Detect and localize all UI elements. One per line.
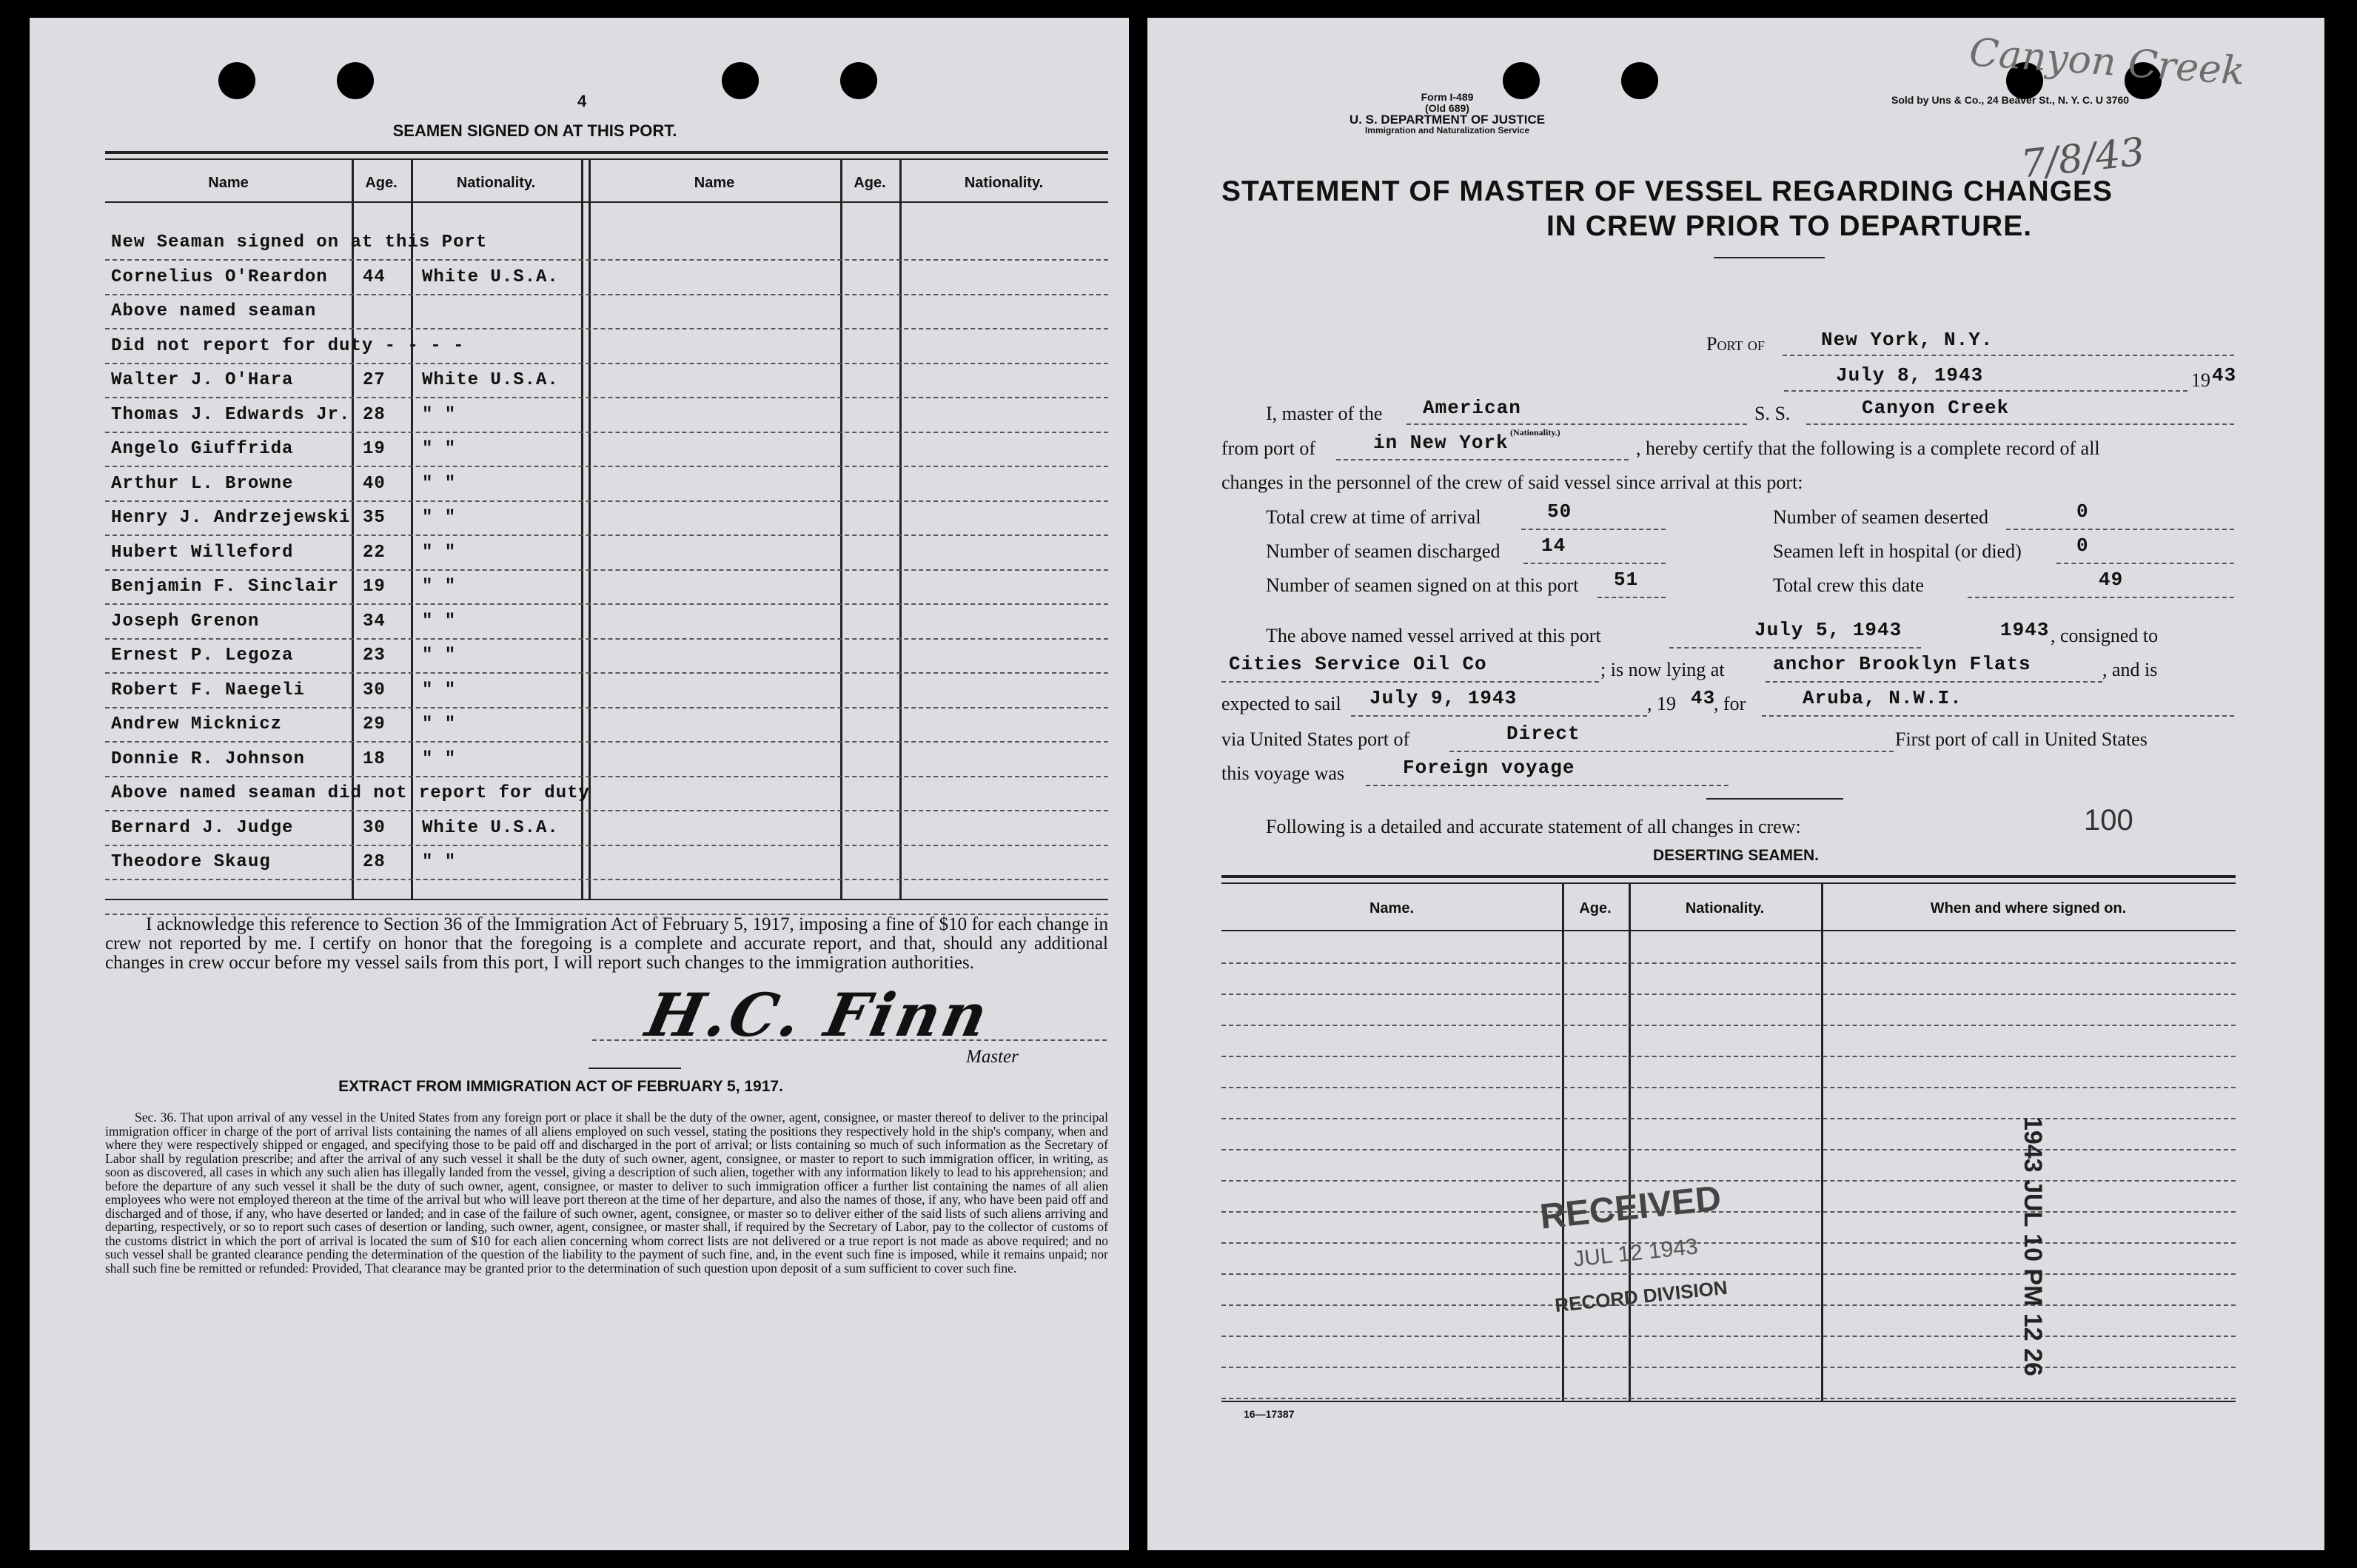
table-row [30,852,1129,882]
received-stamp-date: JUL 12 1943 [1572,1234,1700,1272]
row-line [1221,1336,2236,1337]
ss-label: S. S. [1754,403,1791,424]
table-top-rule-inner [105,158,1108,160]
destination-value: Aruba, N.W.I. [1803,687,1962,709]
sail-value: July 9, 1943 [1369,687,1518,709]
seaman-name: Above named seaman did not report for duty [111,783,590,803]
table-row [30,646,1129,675]
fill-line [1523,563,1666,564]
table-row [30,612,1129,641]
sail-year: 43 [1691,687,1716,709]
time-stamp-vertical: 1943 JUL 10 PM 12 26 [2018,1116,2047,1376]
col-header-nationality: Nationality. [456,175,536,191]
table-row [30,543,1129,572]
department-name: U. S. DEPARTMENT OF JUSTICE [1349,113,1546,127]
discharged-label: Number of seamen discharged [1266,540,1501,562]
title-line-2: IN CREW PRIOR TO DEPARTURE. [1546,210,2033,242]
seaman-name: Donnie R. Johnson [111,748,305,769]
master-signature: H.C. Finn [640,980,996,1050]
form-number: Form I-489 [1421,91,1474,103]
table-row [30,577,1129,606]
signature-label: Master [966,1047,1019,1067]
seaman-age: 18 [363,748,386,769]
table-row [30,370,1129,400]
lying-label: ; is now lying at [1600,659,1725,680]
col-header-age: Age. [1579,900,1612,917]
punch-hole [1621,62,1658,99]
column-divider [1821,882,1823,1401]
table-bottom-rule [105,899,1108,900]
voyage-value: Foreign voyage [1403,757,1575,779]
extract-text: Sec. 36. That upon arrival of any vessel in the United States from any foreign port or place it shall be the duty of the owner, agent, consignee, or master thereof to deliver to the principal immigration officer in charge of the port of arrival lists containing the names of all aliens employed on such vessel, stating the positions they respectively hold in the ship's company, when and where they were respectively shipped or engaged, and specifying those to be paid off and discharged in the port of arrival; or lists containing so much of such information as the Secretary of Labor shall by regulation prescribe; and after the arrival of any such vessel it shall be the duty of such owner, agent, consignee, or master to report to such immigration officer, in writing, as soon as discovered, all cases in which any such alien has illegally landed from the vessel, giving a description of such alien, together with any information likely to lead to his apprehension; and before the departure of any such vessel it shall be the duty of such owner, agent, consignee, or master to deliver to such immigration officer a further list containing the names of all alien employees who were not employed thereon at the time of the arrival but who will leave port thereon at the time of her departure, and also the names of those, if any, who have been paid off and discharged and of those, if any, who have deserted or landed; and in case of the failure of such owner, agent, consignee, or master so to deliver either of the said lists of such aliens arriving and departing, respectively, or so to report such cases of desertion or landing, such owner, agent, consignee, or master shall, if required by the Secretary of Labor, pay to the collector of customs of the customs district in which the port of arrival is located the sum of $10 for each alien concerning whom correct lists are not delivered or a true report is not made as above required; and no such vessel shall be granted clearance pending the determination of the question of the liability to the payment of such fine, and, in the event such fine is imposed, while it remains unpaid; nor shall such fine be remitted or refunded: Provided, That clearance may be granted prior to the determination of such question upon deposit of a sum sufficient to cover such fine. [105,1110,1108,1276]
from-port-value: in New York [1373,432,1509,454]
seaman-name: Ernest P. Legoza [111,646,294,666]
nationality-caption: (Nationality.) [1510,427,1560,438]
record-division-stamp: RECORD DIVISION [1554,1276,1729,1317]
seaman-nationality: " " [422,680,457,700]
first-port-label: First port of call in United States [1895,728,2148,750]
handwritten-number: 100 [2084,804,2133,837]
ship-name: Canyon Creek [1862,397,2010,419]
row-line [1221,1118,2236,1119]
seaman-nationality: " " [422,404,457,425]
col-header-name: Name. [1369,900,1415,917]
arrived-year: 1943 [2000,619,2050,641]
seaman-name: Above named seaman [111,301,317,321]
consignee-value: Cities Service Oil Co [1229,653,1487,675]
row-line [1221,994,2236,995]
seaman-name: Benjamin F. Sinclair [111,577,340,597]
signed-on-value: 51 [1614,569,1639,591]
and-is-text: , and is [2102,659,2158,680]
row-line [1221,1211,2236,1213]
seaman-name: Cornelius O'Reardon [111,267,328,287]
table-row [30,714,1129,744]
row-line [1221,1398,2236,1399]
signed-on-label: Number of seamen signed on at this port [1266,574,1579,596]
seaman-age: 30 [363,680,386,700]
left-page [30,18,1129,1550]
voyage-label: this voyage was [1221,763,1345,784]
fill-line [1806,423,2234,425]
table-row [30,232,1129,262]
seaman-nationality: " " [422,508,457,528]
nationality-value: American [1423,397,1521,419]
fill-line [1521,529,1666,530]
arrived-label: The above named vessel arrived at this port [1266,625,1601,646]
table-row [30,405,1129,435]
fill-line [1597,597,1666,598]
row-line [1221,962,2236,964]
row-line [1221,1149,2236,1150]
punch-hole [337,62,374,99]
right-page [1147,18,2324,1550]
total-date-label: Total crew this date [1773,574,1924,596]
col-header-age: Age. [365,175,398,191]
date-value: July 8, 1943 [1836,364,1984,386]
deserted-value: 0 [2076,500,2089,523]
from-port-label: from port of [1221,438,1316,459]
col-header-name: Name [208,175,249,191]
received-stamp: RECEIVED [1538,1179,1723,1237]
acknowledgment-text: I acknowledge this reference to Section 36 of the Immigration Act of February 5, 1917, imposing a fine of $10 for each change in crew not reported by me. I certify on honor that the foregoing is a complete and accurate report, and that, should any additional changes in crew occur before my vessel sails from this port, I will report such changes to the immigration authorities. [105,914,1108,973]
seaman-name: Theodore Skaug [111,852,271,872]
row-line [1221,1056,2236,1057]
handwritten-date: 7/8/43 [2019,130,2148,187]
seaman-age: 23 [363,646,386,666]
row-line [1221,1180,2236,1182]
form-old-number: (Old 689) [1425,102,1469,114]
table-row [30,336,1129,366]
divider-rule [1706,798,1843,800]
row-line [1221,1304,2236,1306]
seaman-nationality: " " [422,852,457,872]
fill-line [1783,355,2234,356]
row-line [1221,1367,2236,1368]
col-header-signed-on: When and where signed on. [1930,900,2127,917]
seaman-name: Robert F. Naegeli [111,680,305,700]
table-row [30,749,1129,779]
column-divider [1629,882,1631,1401]
discharged-value: 14 [1541,535,1566,557]
punch-hole [218,62,255,99]
seaman-name: Bernard J. Judge [111,817,294,838]
printer-notice: Sold by Uns & Co., 24 Beaver St., N. Y. C. U 3760 [1891,94,2130,106]
seaman-age: 44 [363,267,386,287]
table-row [30,301,1129,331]
via-value: Direct [1506,723,1580,745]
port-label: Port of [1706,333,1765,355]
seaman-nationality: White U.S.A. [422,817,559,838]
table-header-rule [105,201,1108,203]
seaman-age: 28 [363,404,386,425]
fill-line [1407,423,1747,425]
seaman-nationality: " " [422,577,457,597]
title-line-1: STATEMENT OF MASTER OF VESSEL REGARDING CHANGES [1221,175,2113,207]
col-header-age: Age. [854,175,886,191]
seaman-nationality: " " [422,439,457,459]
table-row [30,439,1129,469]
table-row [30,783,1129,813]
title-rule [1714,257,1825,258]
for-label: , for [1714,693,1746,714]
table-row [30,267,1129,297]
sail-year-prefix: , 19 [1647,693,1676,714]
seaman-age: 27 [363,370,386,390]
seaman-name: Andrew Micknicz [111,714,283,734]
seaman-nationality: " " [422,748,457,769]
table-row [30,474,1129,503]
punch-hole [840,62,877,99]
handwritten-vessel-name: Canyon Creek [1968,30,2247,94]
page-number: 4 [577,92,587,110]
fill-line [1968,597,2234,598]
footer-code: 16—17387 [1244,1408,1295,1420]
fill-line [1784,390,2187,392]
seaman-age: 30 [363,817,386,838]
seaman-name: Henry J. Andrzejewski [111,508,351,528]
year-prefix: 19 [2191,369,2210,391]
fill-line [1366,785,1729,786]
signature-line [592,1039,1107,1041]
seaman-nationality: " " [422,542,457,563]
punch-hole [722,62,759,99]
port-value: New York, N.Y. [1821,329,1994,351]
following-label: Following is a detailed and accurate statement of all changes in crew: [1266,816,1801,837]
seaman-nationality: " " [422,611,457,631]
column-divider [1562,882,1564,1401]
col-header-name: Name [694,175,735,191]
row-line [1221,1025,2236,1026]
seaman-name: Walter J. O'Hara [111,370,294,390]
seaman-nationality: White U.S.A. [422,370,559,390]
seamen-signed-title: SEAMEN SIGNED ON AT THIS PORT. [392,121,677,140]
seaman-age: 34 [363,611,386,631]
sail-label: expected to sail [1221,693,1341,714]
consigned-label: , consigned to [2051,625,2159,646]
table-top-rule-inner [1221,882,2236,884]
seaman-age: 19 [363,577,386,597]
seaman-name: Joseph Grenon [111,611,260,631]
fill-line [2006,529,2234,530]
seaman-nationality: " " [422,473,457,494]
seaman-nationality: White U.S.A. [422,267,559,287]
fill-line [1351,715,1647,717]
seaman-age: 28 [363,852,386,872]
row-line [1221,1273,2236,1275]
col-header-nationality: Nationality. [964,175,1044,191]
seaman-age: 22 [363,542,386,563]
certify-text: , hereby certify that the following is a complete record of all [1636,438,2100,459]
seaman-nationality: " " [422,646,457,666]
master-label: I, master of the [1266,403,1383,424]
fill-line [1766,681,2102,683]
service-name: Immigration and Naturalization Service [1364,125,1530,135]
year-value: 43 [2212,364,2237,386]
lying-value: anchor Brooklyn Flats [1773,653,2031,675]
seaman-name: Thomas J. Edwards Jr. [111,404,351,425]
seaman-age: 19 [363,439,386,459]
arrived-value: July 5, 1943 [1754,619,1902,641]
row-line [1221,1242,2236,1244]
via-label: via United States port of [1221,728,1410,750]
seaman-nationality: " " [422,714,457,734]
hospital-value: 0 [2076,535,2089,557]
fill-line [1221,681,1599,683]
table-top-rule [1221,875,2236,878]
col-header-nationality: Nationality. [1685,900,1765,917]
table-bottom-rule [1221,1401,2236,1402]
seaman-name: Angelo Giuffrida [111,439,294,459]
total-arrival-label: Total crew at time of arrival [1266,506,1481,528]
seaman-name: Hubert Willeford [111,542,294,563]
seaman-name: New Seaman signed on at this Port [111,232,488,252]
divider-rule [589,1068,681,1069]
table-header-rule [1221,930,2236,931]
row-line [1221,1087,2236,1088]
hospital-label: Seamen left in hospital (or died) [1773,540,2022,562]
total-arrival-value: 50 [1547,500,1572,523]
fill-line [2056,563,2234,564]
changes-text: changes in the personnel of the crew of said vessel since arrival at this port: [1221,472,1803,493]
fill-line [1449,751,1894,752]
form-header [1332,92,1562,136]
deserting-title: DESERTING SEAMEN. [1652,847,1820,864]
total-date-value: 49 [2099,569,2124,591]
table-top-rule [105,151,1108,154]
fill-line [1762,715,2234,717]
seaman-name: Did not report for duty - - - - [111,335,465,356]
fill-line [1669,647,1921,649]
deserted-label: Number of seamen deserted [1773,506,1988,528]
seaman-age: 40 [363,473,386,494]
seaman-age: 29 [363,714,386,734]
fill-line [1336,459,1629,460]
extract-title: EXTRACT FROM IMMIGRATION ACT OF FEBRUARY 5, 1917. [338,1078,783,1095]
seaman-name: Arthur L. Browne [111,473,294,494]
table-row [30,818,1129,848]
table-row [30,680,1129,710]
seaman-age: 35 [363,508,386,528]
table-row [30,508,1129,537]
